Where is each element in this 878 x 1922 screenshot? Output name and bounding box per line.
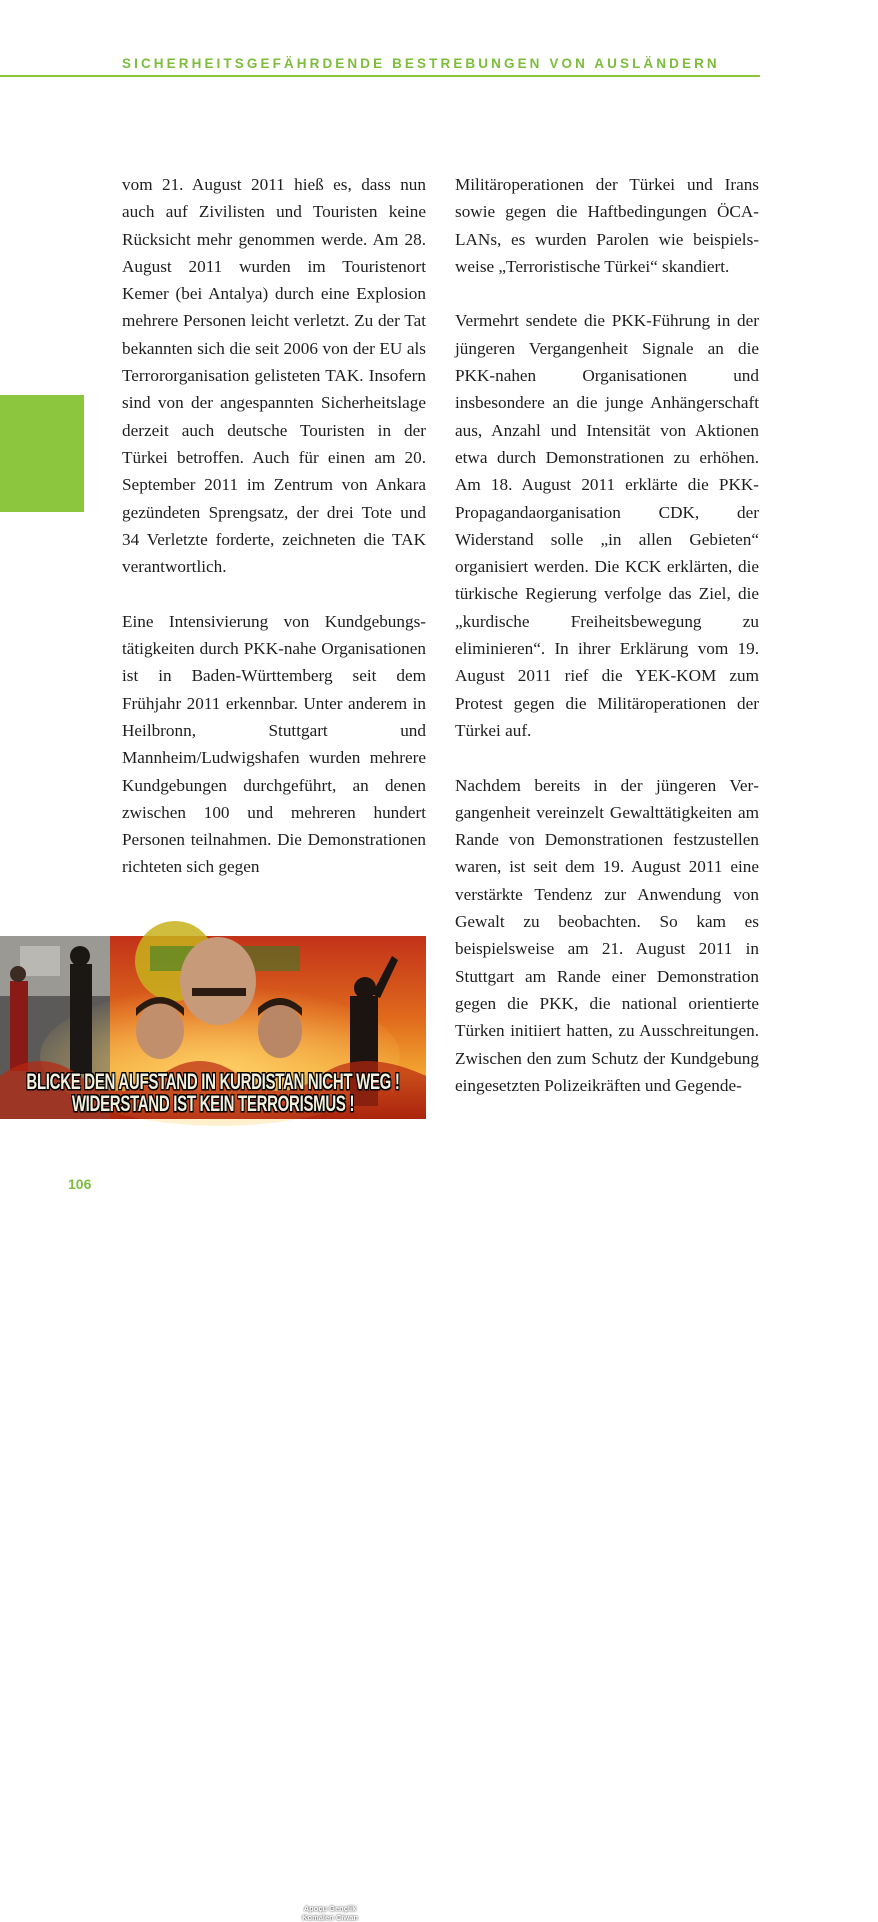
organization-logo-text [290,1904,370,1922]
header-rule [0,75,760,77]
right-column [455,171,759,1126]
left-column [122,171,426,908]
running-title: SICHERHEITSGEFÄHRDENDE BESTREBUNGEN VON AUSLÄNDERN [122,56,720,71]
chapter-tab-marker [0,395,84,512]
paragraph: Nachdem bereits in der jüngeren Vergangenheit vereinzelt Gewalttätigkeiten am Rande von Demonstrationen festzustellen waren, ist seit dem 19. August 2011 eine verstärkte Tendenz zur Anwendung von Gewalt zu beobachten. So kam es beispielsweise am 21. August 2011 in Stuttgart am Rande einer Demonstration gegen die PKK, die national orientierte Türken initiiert hatten, zu Ausschreitungen. Zwischen den zum Schutz der Kundgebung eingesetzten Polizeikräften und Gegende- [455,775,759,1095]
banner-slogan-2: WIDERSTAND IST KEIN TERRORISMUS ! [71,1092,355,1117]
paragraph: Militäroperationen der Türkei und Irans sowie gegen die Haftbedingungen ÖCALANs, es wurden Parolen wie beispielsweise „Terroristische Türkei“ skandiert. [455,175,759,276]
paragraph: Eine Intensivierung von Kundgebungstätigkeiten durch PKK-nahe Organisationen ist in Baden-Württemberg seit dem Frühjahr 2011 erkennbar. Unter anderem in Heilbronn, Stuttgart und Mannheim/Ludwigshafen wurden mehrere Kundgebungen durchgeführt, an denen zwischen 100 und mehreren hundert Personen teilnahmen. Die Demonstrationen richteten sich gegen [122,611,426,877]
paragraph: Vermehrt sendete die PKK-Führung in der jüngeren Vergangenheit Signale an die PKK-nahen Organisationen und insbesondere an die junge Anhängerschaft aus, Anzahl und Intensität von Aktionen etwa durch Demonstrationen zu erhöhen. Am 18. August 2011 erklärte die PKK-Propagandaorganisation CDK, der Widerstand solle „in allen Gebieten“ organisiert werden. Die KCK erklärten, die türkische Regierung verfolge das Ziel, die „kurdische Freiheitsbewegung zu eliminieren“. In ihrer Erklärung vom 19. August 2011 rief die YEK-KOM zum Protest gegen die Militäroperationen der Türkei auf. [455,311,759,740]
logo-line-1: Apoçu Gençlik [303,1904,357,1913]
page-number: 106 [68,1176,92,1192]
paragraph: vom 21. August 2011 hieß es, dass nun auch auf Zivilisten und Touristen keine Rücksicht mehr genommen werde. Am 28. August 2011 wurden im Touristenort Kemer (bei Antalya) durch eine Explosion mehrere Personen leicht verletzt. Zu der Tat bekannten sich die seit 2006 von der EU als Terrororganisation gelisteten TAK. Insofern sind von der angespannten Sicherheitslage derzeit auch deutsche Touristen in der Türkei betroffen. Auch für einen am 20. September 2011 im Zentrum von Ankara gezündeten Sprengsatz, der drei Tote und 34 Verletzte forderte, zeichneten die TAK verantwortlich. [122,175,426,577]
banner-slogan-1: BLICKE DEN AUFSTAND IN KURDISTAN NICHT WEG ! [26,1070,400,1095]
logo-line-2: Komalen Ciwan [302,1913,358,1922]
